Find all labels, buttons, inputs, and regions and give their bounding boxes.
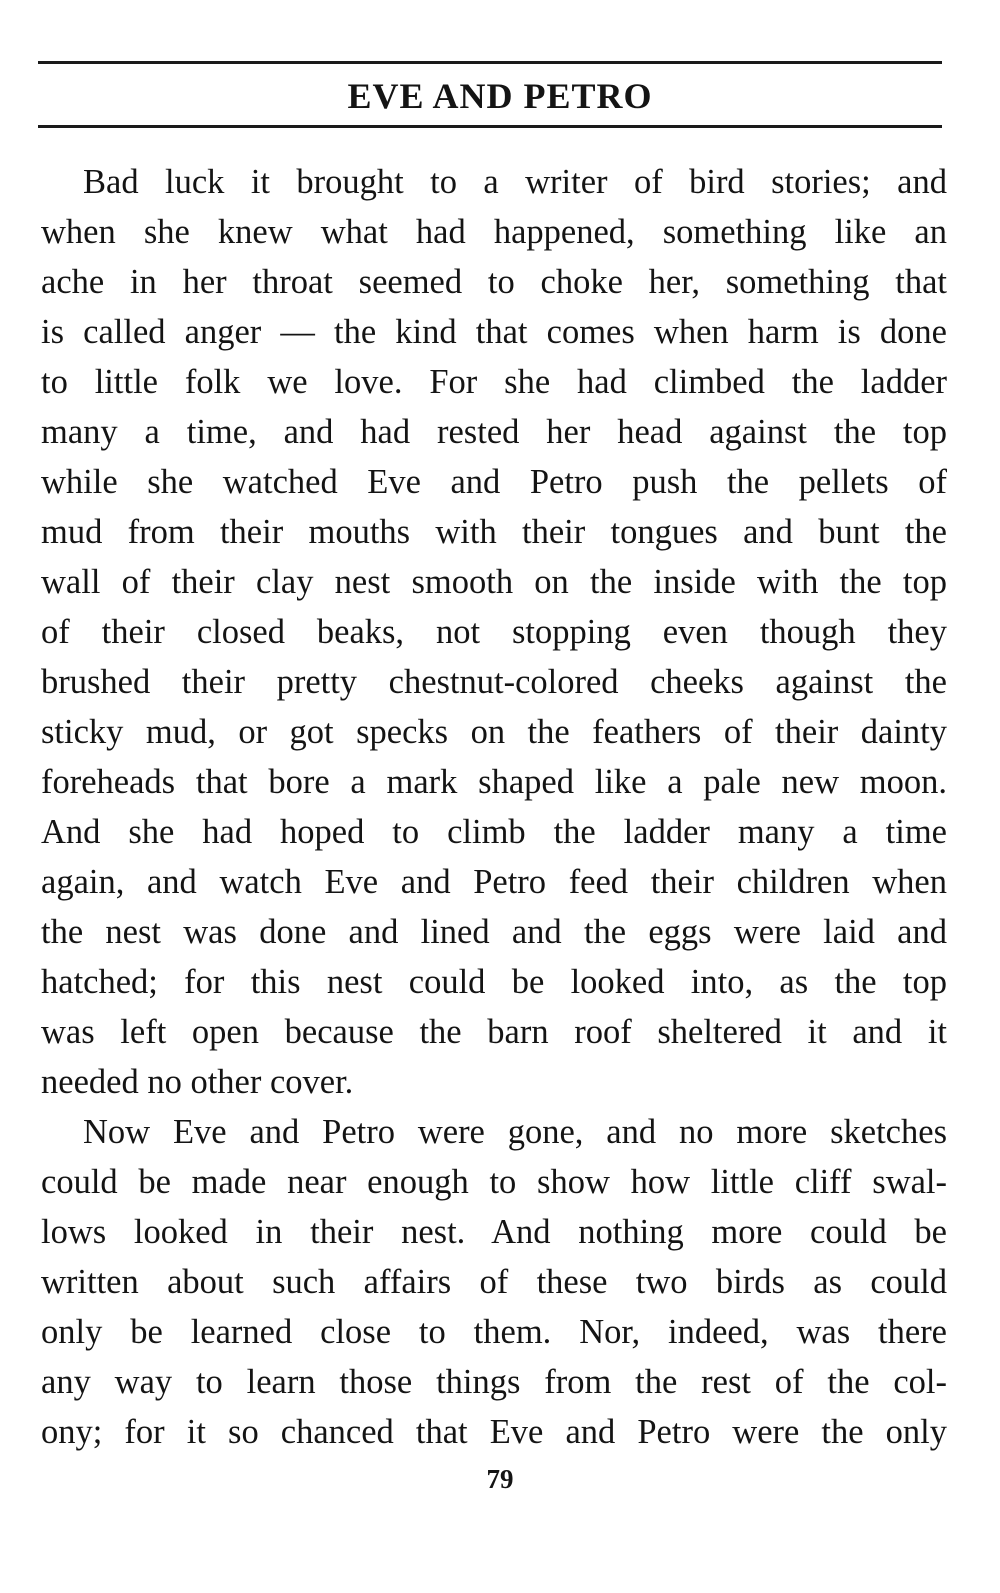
text-line: many a time, and had rested her head against the top <box>41 413 947 451</box>
text-line: lows looked in their nest. And nothing more could be <box>41 1213 947 1251</box>
text-line: could be made near enough to show how little cliff swal- <box>41 1163 947 1201</box>
paragraph-2 <box>41 1107 947 1457</box>
text-line: Bad luck it brought to a writer of bird stories; and <box>83 163 947 201</box>
text-line: brushed their pretty chestnut-colored cheeks against the <box>41 663 947 701</box>
text-line: Now Eve and Petro were gone, and no more sketches <box>83 1113 947 1151</box>
text-line: any way to learn those things from the rest of the col- <box>41 1363 947 1401</box>
text-line: when she knew what had happened, something like an <box>41 213 947 251</box>
body-text <box>41 157 947 1457</box>
text-line: hatched; for this nest could be looked into, as the top <box>41 963 947 1001</box>
text-line: was left open because the barn roof sheltered it and it <box>41 1013 947 1051</box>
paragraph-1 <box>41 157 947 1107</box>
header-rule-bottom <box>38 125 942 128</box>
text-line: again, and watch Eve and Petro feed their children when <box>41 863 947 901</box>
text-line: mud from their mouths with their tongues and bunt the <box>41 513 947 551</box>
text-line: the nest was done and lined and the eggs were laid and <box>41 913 947 951</box>
text-line: only be learned close to them. Nor, indeed, was there <box>41 1313 947 1351</box>
text-line: foreheads that bore a mark shaped like a pale new moon. <box>41 763 947 801</box>
text-line: ony; for it so chanced that Eve and Petro were the only <box>41 1413 947 1451</box>
text-line: written about such affairs of these two birds as could <box>41 1263 947 1301</box>
text-line: to little folk we love. For she had climbed the ladder <box>41 363 947 401</box>
page-number: 79 <box>486 1464 514 1494</box>
text-line: And she had hoped to climb the ladder many a time <box>41 813 947 851</box>
text-line: wall of their clay nest smooth on the inside with the top <box>41 563 947 601</box>
text-line: while she watched Eve and Petro push the pellets of <box>41 463 947 501</box>
text-line: needed no other cover. <box>41 1063 354 1101</box>
header-rule-top <box>38 61 942 64</box>
text-line: ache in her throat seemed to choke her, something that <box>41 263 947 301</box>
text-line: sticky mud, or got specks on the feathers of their dainty <box>41 713 947 751</box>
text-line: of their closed beaks, not stopping even though they <box>41 613 947 651</box>
running-head: EVE AND PETRO <box>347 76 653 116</box>
text-line: is called anger — the kind that comes when harm is done <box>41 313 947 351</box>
